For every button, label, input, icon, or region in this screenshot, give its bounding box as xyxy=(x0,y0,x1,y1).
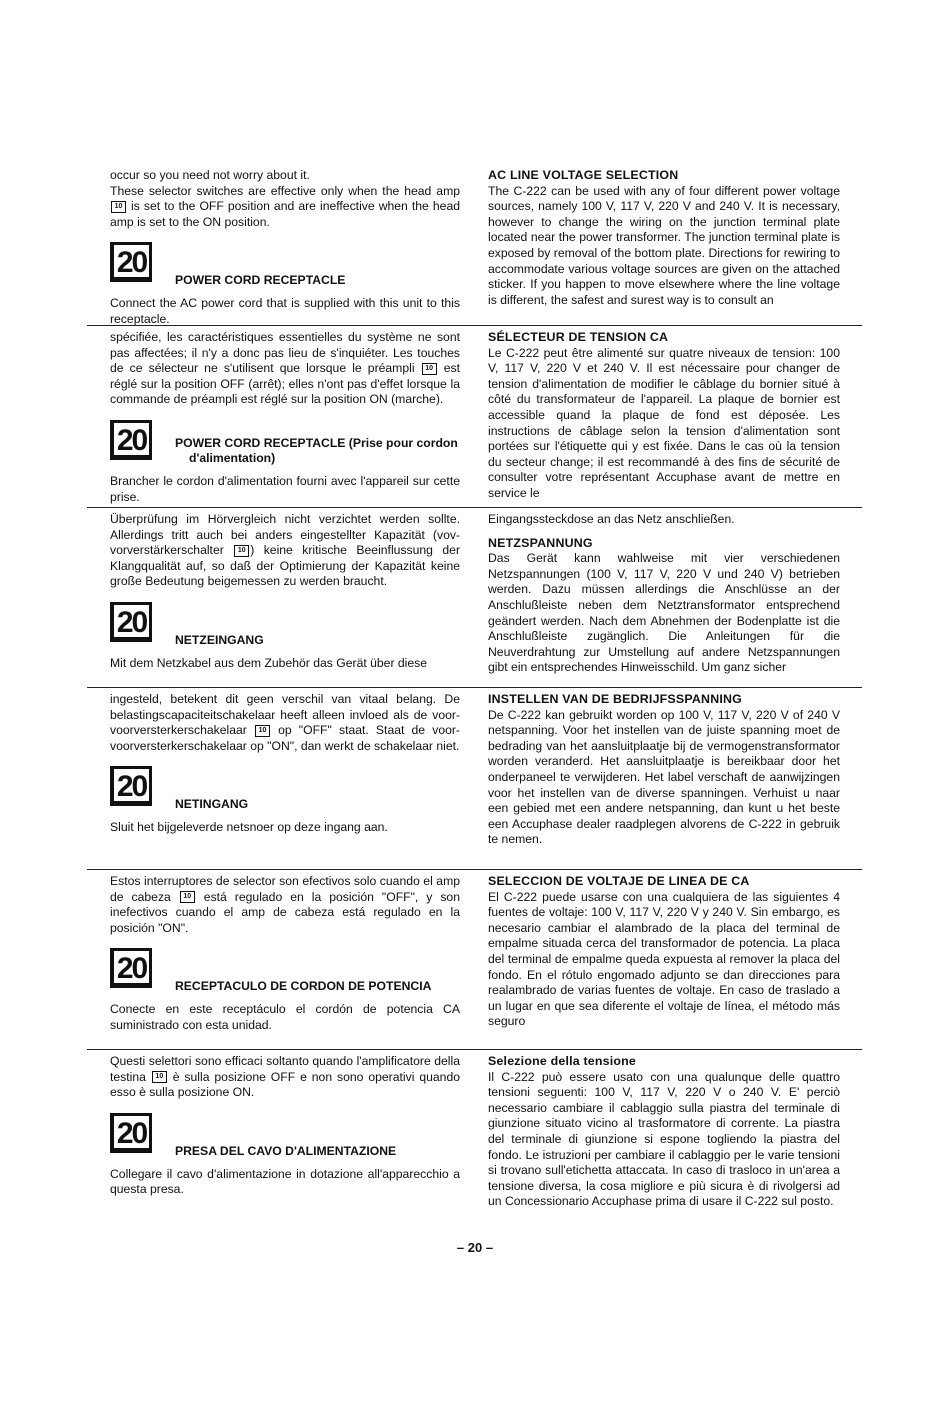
paragraph: These selector switches are effective only when the head amp 10 is set to the OFF position and are ineffective when the head amp is set to the ON position. xyxy=(110,183,460,229)
head-amp-ref-icon: 10 xyxy=(180,891,195,903)
left-column xyxy=(110,330,460,505)
paragraph: occur so you need not worry about it. xyxy=(110,168,310,182)
left-column xyxy=(110,874,460,1034)
item-title xyxy=(175,273,465,288)
item-number-badge: 20 xyxy=(110,766,152,806)
item-title-text: POWER CORD RECEPTACLE (Prise pour cordon xyxy=(175,435,458,450)
section-header xyxy=(110,420,460,472)
item-number-badge: 20 xyxy=(110,420,152,460)
section-header xyxy=(110,948,460,1000)
item-title-text: RECEPTACULO DE CORDON DE POTENCIA xyxy=(175,979,432,994)
section-header xyxy=(110,602,460,654)
right-column xyxy=(488,330,840,502)
paragraph: Überprüfung im Hörvergleich nicht verzichtet werden sollte. Allerdings tritt auch bei anders eingestellter Kapazität (vov-vorverstärkerschalter 10 ) keine kritische Beeinflussung der Klangqualität auf, so daß der Optimierung der Kapazität keine große Bedeutung beigemessen zu werden braucht. xyxy=(110,512,460,589)
item-title xyxy=(175,1144,465,1159)
section-body: Das Gerät kann wahlweise mit vier verschiedenen Netzspannungen (100 V, 117 V, 220 V und 240 V) betrieben werden. Dazu müssen allerdings die Anschlüsse an der Anschlußleiste neben dem Netztransformator entsprechend geändert werden. Nach dem Abnehmen der Bodenplatte ist die Anschlußleiste zugänglich. Die Anleitungen für die Neuverdrahtung zur Umstellung auf andere Netzspannungen gibt ein entsprechendes Hinweisschild. Um ganz sicher xyxy=(488,551,840,675)
item-number-badge: 20 xyxy=(110,1113,152,1153)
section-heading: SELECCION DE VOLTAJE DE LINEA DE CA xyxy=(488,874,750,888)
section-header xyxy=(110,766,460,818)
item-title xyxy=(175,436,465,466)
head-amp-ref-icon: 10 xyxy=(152,1071,167,1083)
left-column xyxy=(110,168,460,328)
section-header xyxy=(110,242,460,294)
left-column xyxy=(110,692,460,836)
page-number: – 20 – xyxy=(456,1240,494,1255)
item-number-badge: 20 xyxy=(110,602,152,642)
section-body: The C-222 can be used with any of four different power voltage sources, namely 100 V, 117 V, 220 V and 240 V. It is necessary, however to change the wiring on the junction terminal plate located near the power transformer. The junction terminal plate is exposed by removal of the bottom plate. Directions for rewiring to accommodate various voltage sources are given on the attached sticker. If you happen to move elsewhere where the line voltage is different, the safest and surest way is to consult an xyxy=(488,183,840,307)
section-heading: AC LINE VOLTAGE SELECTION xyxy=(488,168,679,182)
section-divider xyxy=(87,687,862,688)
item-title xyxy=(175,797,465,812)
item-description: Brancher le cordon d'alimentation fourni avec l'appareil sur cette prise. xyxy=(110,473,460,504)
left-column xyxy=(110,512,460,672)
head-amp-ref-icon: 10 xyxy=(422,363,437,375)
section-body: El C-222 puede usarse con una cualquiera de las siguientes 4 fuentes de voltaje: 100 V, 117 V, 220 V y 240 V. Sin embargo, es necesario cambiar el alambrado de la placa del terminal de empalme situada cerca del transformador de potencia. La placa del terminal de empalme queda expuesta al remover la placa del fondo. En el rótulo engomado adjunto se dan direcciones para realambrado de varias fuentes de voltaje. En caso de traslado a un lugar en que sea diferente el voltaje de línea, el método más seguro xyxy=(488,889,840,1029)
item-title xyxy=(175,979,465,994)
section-body: Il C-222 può essere usato con una qualunque delle quattro tensioni seguenti: 100 V, 117 V, 220 V o 240 V. E' perciò necessario cambiare il cablaggio sulla piastra del terminale di giunzione situato vicino al trasformatore di corrente. La piastra del terminale di giunzione si espone togliendo la piastra del fondo. Le istruzioni per cambiare il cablaggio per le varie tensioni si trovano sull'etichetta attaccata. In caso di trasloco in un'area a tensione diversa, la cosa migliore e più sicura è di rivolgersi ad un Concessionario Accuphase prima di usare il C-222 sul posto. xyxy=(488,1069,840,1209)
section-header xyxy=(110,1113,460,1165)
paragraph: Estos interruptores de selector son efectivos solo cuando el amp de cabeza 10 está regulado en la posición "OFF", y son inefectivos cuando el amp de cabeza está regulado en la posición "ON". xyxy=(110,874,460,935)
item-description: Connect the AC power cord that is supplied with this unit to this receptacle. xyxy=(110,296,460,326)
item-title xyxy=(175,633,465,648)
paragraph: ingesteld, betekent dit geen verschil van vitaal belang. De belastingscapaciteitschakelaar heeft alleen invloed als de voor-voorversterkerschakelaar 10 op "OFF" staat. Staat de voor-voorversterkerschakelaar op "ON", dan werkt de schakelaar niet. xyxy=(110,692,460,753)
item-title-text: POWER CORD RECEPTACLE xyxy=(175,273,346,288)
section-divider xyxy=(87,325,862,326)
section-body: Le C-222 peut être alimenté sur quatre niveaux de tension: 100 V, 117 V, 220 V et 240 V. Il est nécessaire pour changer de tension d'alimentation de modifier le câblage du bornier situé à côté du transformateur de l'appareil. La plaque de bornier est accessible quand la plaque de fond est déposée. Les instructions de câblage selon la tension d'alimentation sont portées sur l'étiquette qui y est fixée. Dans le cas où la tension du secteur change; il est recommandé à des fins de sécurité de consulter votre représentant Accuphase avant de mettre en service le xyxy=(488,345,840,500)
item-title-text: NETZEINGANG xyxy=(175,632,264,647)
section-heading: Selezione della tensione xyxy=(488,1054,637,1068)
item-title-text: PRESA DEL CAVO D'ALIMENTAZIONE xyxy=(175,1143,397,1158)
item-description: Sluit het bijgeleverde netsnoer op deze ingang aan. xyxy=(110,820,388,835)
left-column xyxy=(110,1054,460,1198)
section-body: De C-222 kan gebruikt worden op 100 V, 117 V, 220 V of 240 V netspanning. Voor het instellen van de juiste spanning moet de bedrading van het aansluitplaatje bij de vermogenstransformator worden veranderd. Het aansluitplaatje is bereikbaar door het onderpaneel te verwijderen. Het label verschaft de aanwijzingen voor het instellen van de diverse spanningen. Verhuist u naar een gebied met een andere netspanning, dan kunt u het beste een Accuphase dealer raadplegen alvorens de C-222 in gebruik te nemen. xyxy=(488,707,840,847)
section-divider xyxy=(87,869,862,870)
item-title-subtext: d'alimentation) xyxy=(189,450,276,465)
section-heading: SÉLECTEUR DE TENSION CA xyxy=(488,330,669,344)
paragraph: spécifiée, les caractéristiques essentielles du système ne sont pas affectées; il n'y a donc pas lieu de s'inquiéter. Les touches de ce sélecteur ne s'utilisent que lorsque le préampli 10 est réglé sur la position OFF (arrêt); elles n'ont pas d'effet lorsque la commande de préampli est réglé sur la position ON (marche). xyxy=(110,330,461,407)
head-amp-ref-icon: 10 xyxy=(234,545,249,557)
item-number-badge: 20 xyxy=(110,948,152,988)
right-column xyxy=(488,168,840,308)
right-column xyxy=(488,874,840,1030)
right-column xyxy=(488,512,840,676)
item-title-text: NETINGANG xyxy=(175,797,249,812)
section-heading: INSTELLEN VAN DE BEDRIJFSSPANNING xyxy=(488,692,742,706)
right-column xyxy=(488,1054,840,1210)
paragraph: Eingangssteckdose an das Netz anschließen. xyxy=(488,512,735,526)
item-description: Collegare il cavo d'alimentazione in dotazione all'apparecchio a questa presa. xyxy=(110,1166,460,1197)
item-description: Conecte en este receptáculo el cordón de potencia CA suministrado con esta unidad. xyxy=(110,1002,460,1032)
head-amp-ref-icon: 10 xyxy=(111,201,126,213)
section-divider xyxy=(87,507,862,508)
paragraph: Questi selettori sono efficaci soltanto quando l'amplificatore della testina 10 è sulla posizione OFF e non sono operativi quando esso è sulla posizione ON. xyxy=(110,1054,460,1100)
right-column xyxy=(488,692,840,848)
section-heading: NETZSPANNUNG xyxy=(488,535,593,550)
item-number-badge: 20 xyxy=(110,242,152,282)
item-description: Mit dem Netzkabel aus dem Zubehör das Gerät über diese xyxy=(110,655,428,670)
section-divider xyxy=(87,1049,862,1050)
head-amp-ref-icon: 10 xyxy=(255,725,270,737)
